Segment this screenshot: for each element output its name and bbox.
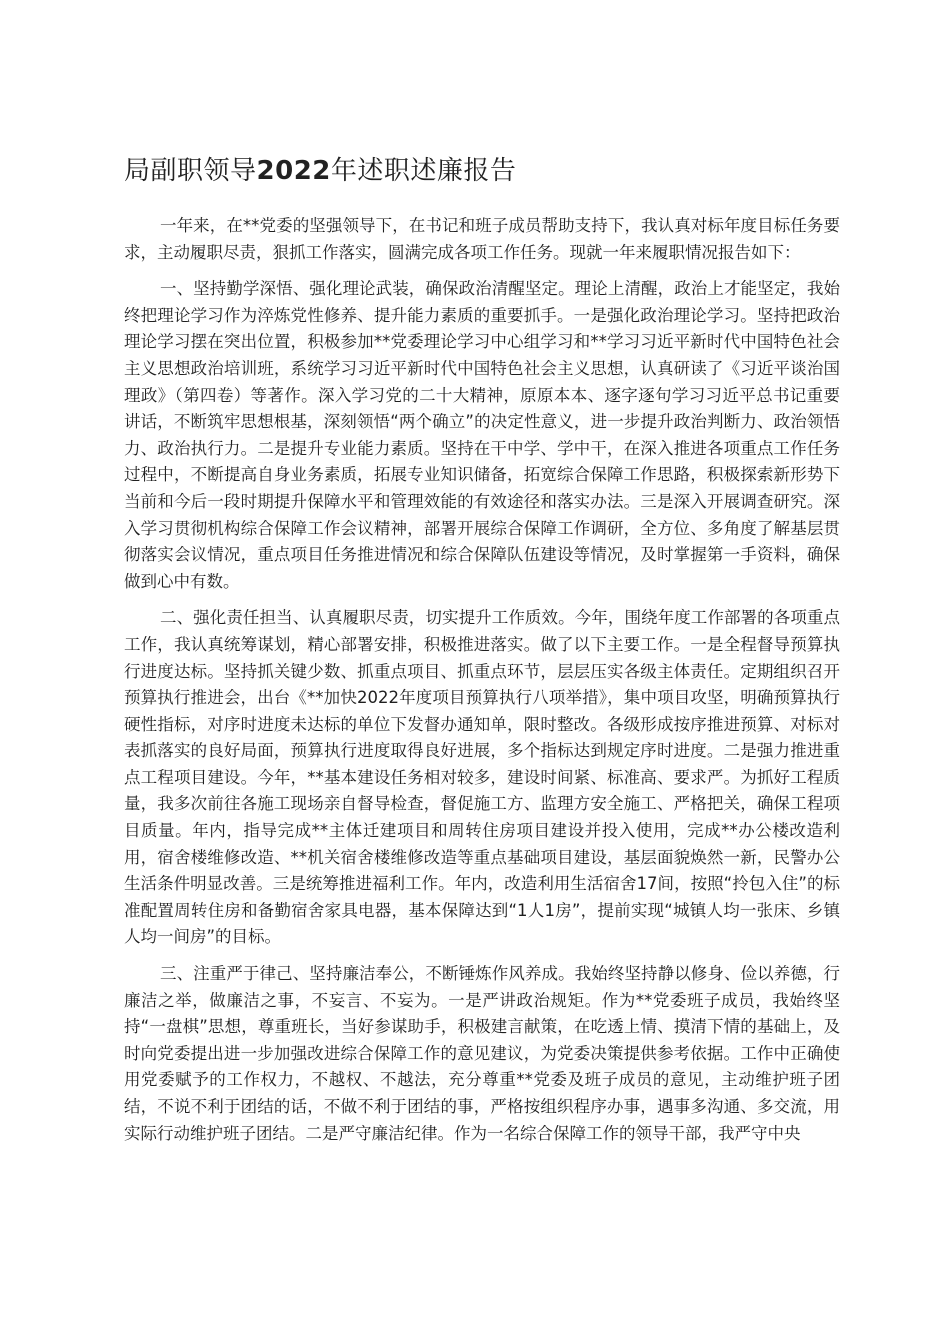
section-two-paragraph: 二、强化责任担当、认真履职尽责，切实提升工作质效。今年，围绕年度工作部署的各项重点工作，我认真统筹谋划，精心部署安排，积极推进落实。做了以下主要工作。一是全程督导预算执行进度达标。坚持抓关键少数、抓重点项目、抓重点环节，层层压实各级主体责任。定期组织召开预算执行推进会，出台《**加快2022年度项目预算执行八项举措》，集中项目攻坚，明确预算执行硬性指标，对序时进度未达标的单位下发督办通知单，限时整改。各级形成按序推进预算、对标对表抓落实的良好局面，预算执行进度取得良好进展，多个指标达到规定序时进度。二是强力推进重点工程项目建设。今年，**基本建设任务相对较多，建设时间紧、标准高、要求严。为抓好工程质量，我多次前往各施工现场亲自督导检查，督促施工方、监理方安全施工、严格把关，确保工程项目质量。年内，指导完成**主体迁建项目和周转住房项目建设并投入使用，完成**办公楼改造利用，宿舍楼维修改造、**机关宿舍楼维修改造等重点基础项目建设，基层面貌焕然一新，民警办公生活条件明显改善。三是统筹推进福利工作。年内，改造利用生活宿舍17间，按照“拎包入住”的标准配置周转住房和备勤宿舍家具电器，基本保障达到“1人1房”，提前实现“城镇人均一张床、乡镇人均一间房”的目标。 (124, 608, 840, 947)
title-prefix: 局副职领导 (124, 156, 257, 186)
section-three-paragraph: 三、注重严于律己、坚持廉洁奉公，不断锤炼作风养成。我始终坚持静以修身、俭以养德，行廉洁之举，做廉洁之事，不妄言、不妄为。一是严讲政治规矩。作为**党委班子成员，我始终坚持“一盘棋”思想，尊重班长，当好参谋助手，积极建言献策，在吃透上情、摸清下情的基础上，及时向党委提出进一步加强改进综合保障工作的意见建议，为党委决策提供参考依据。工作中正确使用党委赋予的工作权力，不越权、不越法，充分尊重**党委及班子成员的意见，主动维护班子团结，不说不利于团结的话，不做不利于团结的事，严格按组织程序办事，遇事多沟通、多交流，用实际行动维护班子团结。二是严守廉洁纪律。作为一名综合保障工作的领导干部，我严守中央 (124, 964, 840, 1143)
title-year: 2022 (256, 156, 331, 186)
document-title (124, 151, 950, 191)
intro-paragraph: 一年来，在**党委的坚强领导下，在书记和班子成员帮助支持下，我认真对标年度目标任务要求，主动履职尽责，狠抓工作落实，圆满完成各项工作任务。现就一年来履职情况报告如下： (124, 216, 840, 262)
title-suffix: 年述职述廉报告 (330, 156, 517, 186)
section-one-paragraph: 一、坚持勤学深悟、强化理论武装，确保政治清醒坚定。理论上清醒，政治上才能坚定，我始终把理论学习作为淬炼党性修养、提升能力素质的重要抓手。一是强化政治理论学习。坚持把政治理论学习摆在突出位置，积极参加**党委理论学习中心组学习和**学习习近平新时代中国特色社会主义思想政治培训班，系统学习习近平新时代中国特色社会主义思想，认真研读了《习近平谈治国理政》（第四卷）等著作。深入学习党的二十大精神，原原本本、逐字逐句学习习近平总书记重要讲话，不断筑牢思想根基，深刻领悟“两个确立”的决定性意义，进一步提升政治判断力、政治领悟力、政治执行力。二是提升专业能力素质。坚持在干中学、学中干，在深入推进各项重点工作任务过程中，不断提高自身业务素质，拓展专业知识储备，拓宽综合保障工作思路，积极探索新形势下当前和今后一段时期提升保障水平和管理效能的有效途径和落实办法。三是深入开展调查研究。深入学习贯彻机构综合保障工作会议精神，部署开展综合保障工作调研，全方位、多角度了解基层贯彻落实会议情况，重点项目任务推进情况和综合保障队伍建设等情况，及时掌握第一手资料，确保做到心中有数。 (124, 279, 840, 591)
